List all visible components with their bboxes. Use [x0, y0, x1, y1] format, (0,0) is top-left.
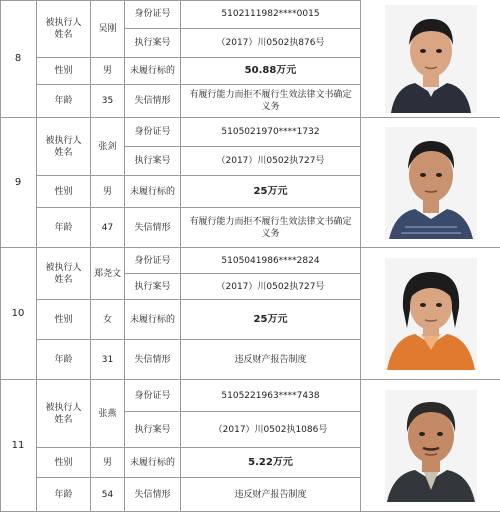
name-label: 被执行人姓名 [37, 118, 91, 176]
id-label: 身份证号 [125, 0, 181, 29]
age-label: 年龄 [37, 208, 91, 248]
id-value: 5105041986****2824 [181, 248, 361, 274]
record-11 [0, 380, 500, 512]
age-value: 47 [91, 208, 125, 248]
case-label: 执行案号 [125, 29, 181, 58]
case-value: （2017）川0502执727号 [181, 274, 361, 300]
gender-label: 性别 [37, 176, 91, 208]
person-photo [361, 380, 500, 512]
portrait-woman-icon [385, 258, 477, 370]
conduct-value: 违反财产报告制度 [181, 340, 361, 380]
name-value: 郑尧文 [91, 248, 125, 300]
amount-label: 未履行标的 [125, 58, 181, 85]
record-index: 10 [0, 248, 37, 380]
gender-label: 性别 [37, 58, 91, 85]
id-label: 身份证号 [125, 380, 181, 412]
case-value: （2017）川0502执1086号 [181, 412, 361, 448]
person-photo [361, 248, 500, 380]
age-value: 35 [91, 85, 125, 118]
portrait-man-icon [385, 127, 477, 239]
amount-value: 50.88万元 [181, 58, 361, 85]
record-8 [0, 0, 500, 118]
id-value: 5105021970****1732 [181, 118, 361, 147]
id-label: 身份证号 [125, 248, 181, 274]
portrait-man-icon [385, 5, 477, 113]
amount-label: 未履行标的 [125, 300, 181, 340]
conduct-label: 失信情形 [125, 85, 181, 118]
gender-label: 性别 [37, 448, 91, 478]
name-value: 张燕 [91, 380, 125, 448]
conduct-label: 失信情形 [125, 208, 181, 248]
portrait-man-icon [385, 390, 477, 502]
amount-value: 5.22万元 [181, 448, 361, 478]
record-10 [0, 248, 500, 380]
conduct-label: 失信情形 [125, 478, 181, 512]
record-index: 9 [0, 118, 37, 248]
case-value: （2017）川0502执876号 [181, 29, 361, 58]
gender-label: 性别 [37, 300, 91, 340]
age-label: 年龄 [37, 85, 91, 118]
name-value: 吴刚 [91, 0, 125, 58]
age-value: 31 [91, 340, 125, 380]
case-label: 执行案号 [125, 412, 181, 448]
conduct-value: 有履行能力而拒不履行生效法律文书确定义务 [181, 85, 361, 118]
age-value: 54 [91, 478, 125, 512]
id-label: 身份证号 [125, 118, 181, 147]
amount-value: 25万元 [181, 300, 361, 340]
person-photo [361, 118, 500, 248]
case-label: 执行案号 [125, 147, 181, 176]
age-label: 年龄 [37, 340, 91, 380]
record-index: 11 [0, 380, 37, 512]
name-value: 张剑 [91, 118, 125, 176]
name-label: 被执行人姓名 [37, 0, 91, 58]
conduct-value: 有履行能力而拒不履行生效法律文书确定义务 [181, 208, 361, 248]
record-index: 8 [0, 0, 37, 118]
gender-value: 女 [91, 300, 125, 340]
name-label: 被执行人姓名 [37, 248, 91, 300]
amount-label: 未履行标的 [125, 448, 181, 478]
person-photo [361, 0, 500, 118]
amount-value: 25万元 [181, 176, 361, 208]
name-label: 被执行人姓名 [37, 380, 91, 448]
gender-value: 男 [91, 448, 125, 478]
age-label: 年龄 [37, 478, 91, 512]
record-9 [0, 118, 500, 248]
gender-value: 男 [91, 58, 125, 85]
id-value: 5105221963****7438 [181, 380, 361, 412]
conduct-value: 违反财产报告制度 [181, 478, 361, 512]
case-label: 执行案号 [125, 274, 181, 300]
conduct-label: 失信情形 [125, 340, 181, 380]
case-value: （2017）川0502执727号 [181, 147, 361, 176]
id-value: 5102111982****0015 [181, 0, 361, 29]
gender-value: 男 [91, 176, 125, 208]
amount-label: 未履行标的 [125, 176, 181, 208]
